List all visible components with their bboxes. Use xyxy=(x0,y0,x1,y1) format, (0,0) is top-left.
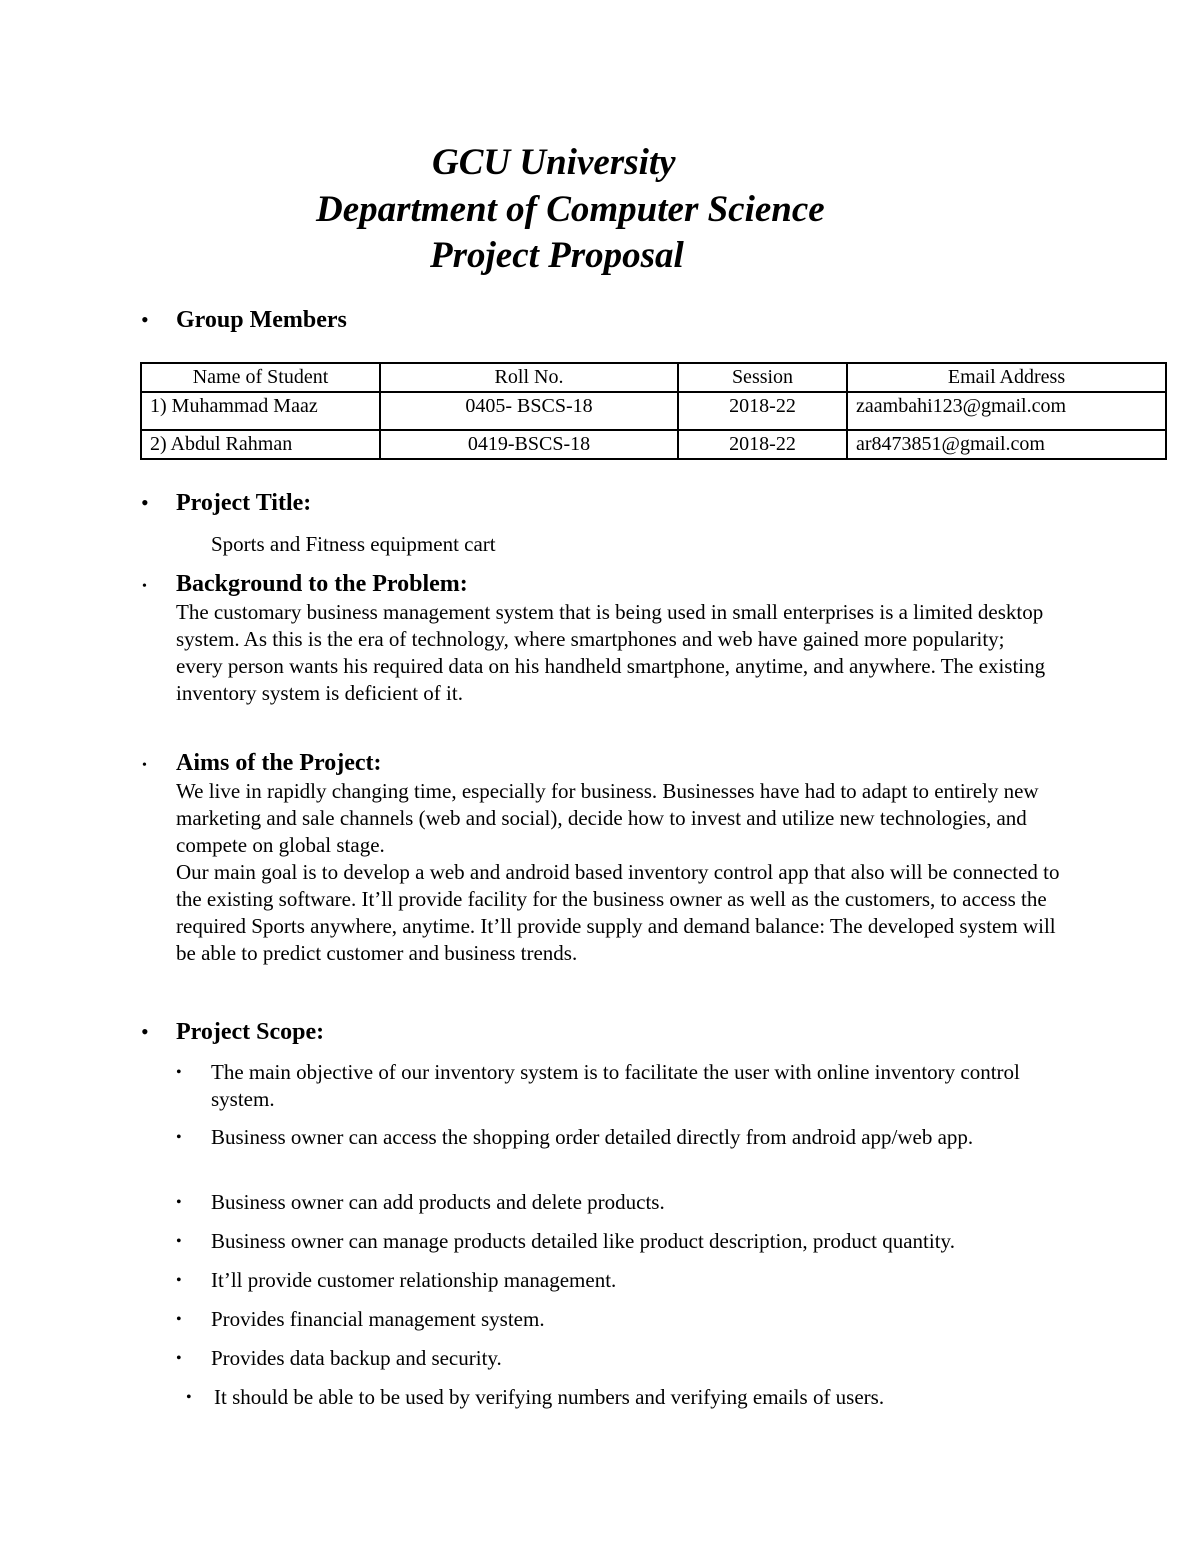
list-item-text: The main objective of our inventory system is to facilitate the user with online inventory control system. xyxy=(211,1060,1020,1111)
group-members-bullet: • xyxy=(141,307,149,332)
roll-no-cell: 0405- BSCS-18 xyxy=(380,392,678,430)
list-bullet: • xyxy=(176,1064,182,1081)
table-header-row xyxy=(141,363,1166,392)
session-cell: 2018-22 xyxy=(678,392,847,430)
document-title: Project Proposal xyxy=(430,235,684,276)
list-bullet: • xyxy=(176,1194,182,1211)
university-title: GCU University xyxy=(432,142,676,183)
session-cell: 2018-22 xyxy=(678,430,847,459)
list-bullet: • xyxy=(176,1272,182,1289)
list-bullet: • xyxy=(186,1389,192,1406)
student-name-cell: 1) Muhammad Maaz xyxy=(141,392,380,430)
list-item-text: Business owner can add products and delete products. xyxy=(211,1190,665,1214)
aims-text xyxy=(176,778,1066,967)
list-item-text: Provides financial management system. xyxy=(211,1307,545,1331)
column-header-name: Name of Student xyxy=(141,363,380,392)
column-header-email: Email Address xyxy=(847,363,1166,392)
background-bullet: • xyxy=(142,579,147,594)
list-bullet: • xyxy=(176,1311,182,1328)
email-cell: zaambahi123@gmail.com xyxy=(847,392,1166,430)
aims-heading: Aims of the Project: xyxy=(176,750,382,776)
list-item-text: Provides data backup and security. xyxy=(211,1346,502,1370)
list-bullet: • xyxy=(176,1233,182,1250)
email-cell: ar8473851@gmail.com xyxy=(847,430,1166,459)
list-bullet: • xyxy=(176,1129,182,1146)
project-title-heading: Project Title: xyxy=(176,490,312,516)
background-paragraph: The customary business management system that is being used in small enterprises is a limited desktop system. As this is the era of technology, where smartphones and web have gained more popularity; every person wants his required data on his handheld smartphone, anytime, and anywhere. The existing inventory system is deficient of it. xyxy=(176,600,1046,705)
scope-heading: Project Scope: xyxy=(176,1019,325,1045)
aims-paragraph-1: We live in rapidly changing time, especially for business. Businesses have had to adapt to entirely new marketing and sale channels (web and social), decide how to invest and utilize new technologies, and compete on global stage. xyxy=(176,779,1039,857)
project-title-bullet: • xyxy=(141,490,149,515)
list-item-text: Business owner can access the shopping order detailed directly from android app/web app. xyxy=(211,1125,974,1149)
list-item-text: It should be able to be used by verifying numbers and verifying emails of users. xyxy=(214,1385,885,1409)
column-header-session: Session xyxy=(678,363,847,392)
list-item-text: It’ll provide customer relationship management. xyxy=(211,1268,617,1292)
aims-paragraph-2: Our main goal is to develop a web and android based inventory control app that also will be connected to the existing software. It’ll provide facility for the business owner as well as the customers, to access the required Sports anywhere, anytime. It’ll provide supply and demand balance: The developed system will be able to predict customer and business trends. xyxy=(176,860,1060,965)
department-title: Department of Computer Science xyxy=(316,189,825,230)
project-title-value: Sports and Fitness equipment cart xyxy=(211,532,496,556)
scope-bullet: • xyxy=(141,1019,149,1044)
list-item-text: Business owner can manage products detailed like product description, product quantity. xyxy=(211,1229,955,1253)
background-heading: Background to the Problem: xyxy=(176,571,468,597)
aims-bullet: • xyxy=(142,758,147,773)
table-row xyxy=(141,392,1166,430)
list-bullet: • xyxy=(176,1350,182,1367)
roll-no-cell: 0419-BSCS-18 xyxy=(380,430,678,459)
student-name-cell: 2) Abdul Rahman xyxy=(141,430,380,459)
table-row xyxy=(141,430,1166,459)
group-members-heading: Group Members xyxy=(176,307,347,333)
group-members-table xyxy=(140,362,1167,460)
background-text xyxy=(176,599,1056,707)
column-header-roll: Roll No. xyxy=(380,363,678,392)
